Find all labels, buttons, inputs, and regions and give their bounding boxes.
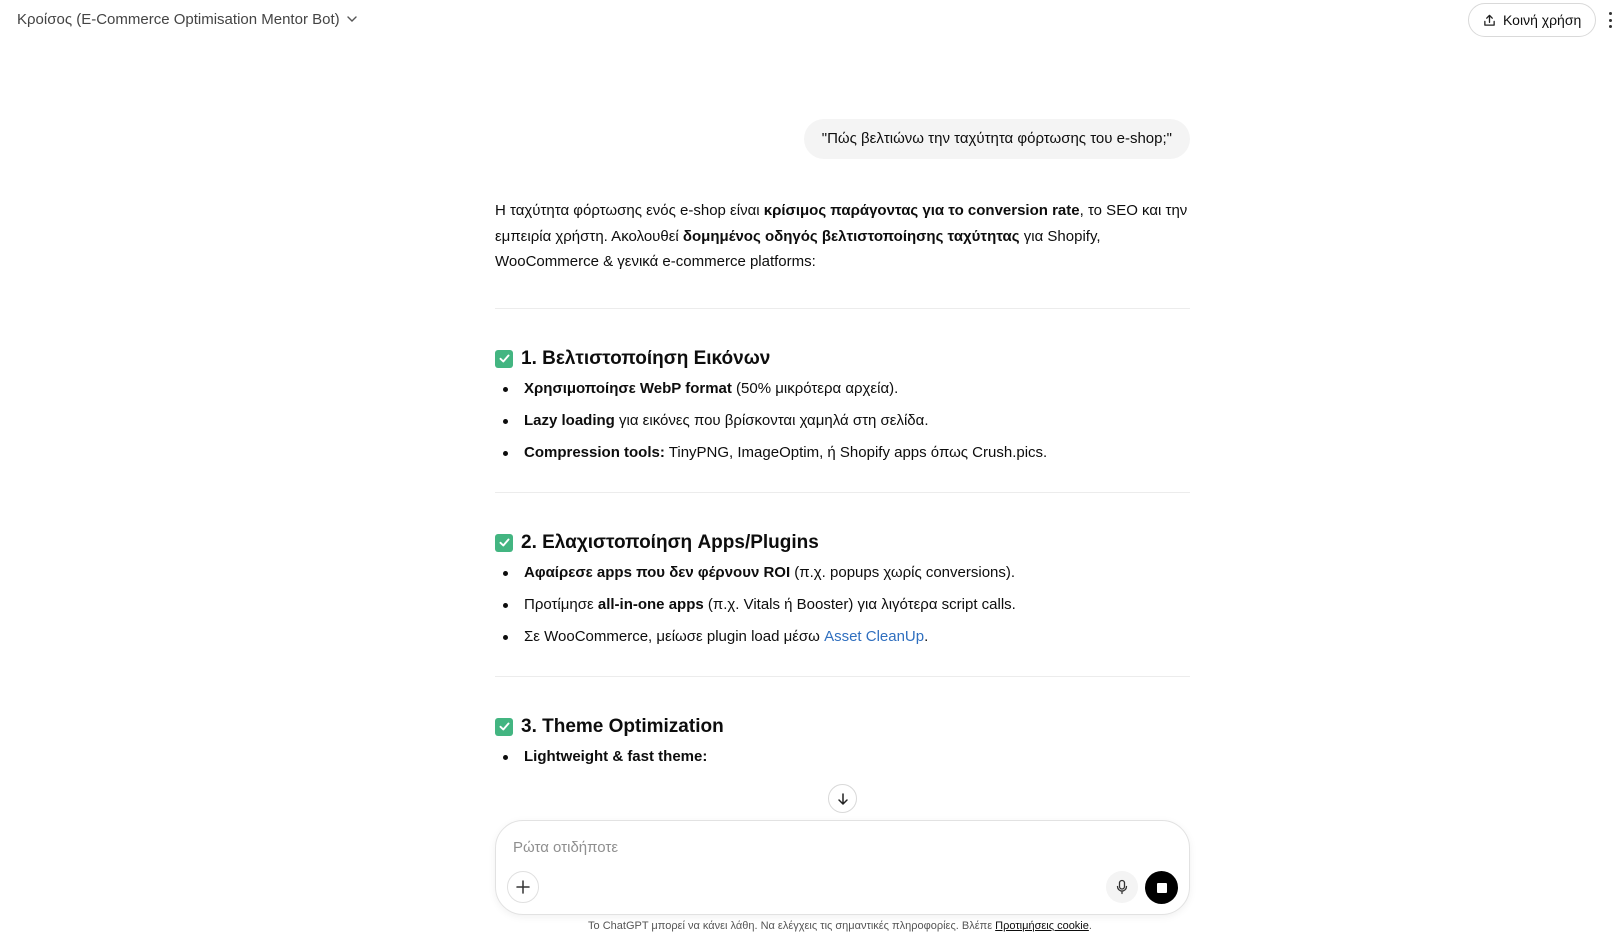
item-text: . — [924, 627, 929, 645]
section-heading — [495, 529, 1190, 557]
intro-text: Η ταχύτητα φόρτωσης ενός e-shop είναι — [495, 202, 764, 219]
share-label: Κοινή χρήση — [1503, 12, 1582, 28]
section-title: 1. Βελτιστοποίηση Εικόνων — [521, 347, 771, 369]
item-text: για εικόνες που βρίσκονται χαμηλά στη σελίδα. — [614, 411, 929, 429]
scroll-to-bottom-button[interactable] — [828, 784, 857, 813]
list-item — [495, 443, 1190, 463]
item-bold-text: Αφαίρεσε apps που δεν φέρνουν ROI — [524, 563, 791, 581]
bullet-list — [495, 747, 1190, 767]
add-attachment-button[interactable] — [507, 871, 539, 903]
list-item — [495, 627, 1190, 647]
item-text: Σε WooCommerce, μείωσε plugin load μέσω — [524, 627, 825, 645]
section-divider — [495, 308, 1190, 309]
section-heading — [495, 345, 1190, 373]
answer-sections — [495, 308, 1190, 767]
intro-bold-text: δομημένος οδηγός βελτιστοποίησης ταχύτητας — [682, 227, 1020, 245]
section-divider — [495, 676, 1190, 677]
item-text: (π.χ. popups χωρίς conversions). — [790, 563, 1016, 581]
share-button[interactable] — [1468, 3, 1596, 37]
plus-icon — [515, 879, 531, 895]
dot-icon — [1609, 12, 1612, 15]
section-title: 3. Theme Optimization — [521, 715, 724, 737]
item-bold-text: Lightweight & fast theme: — [524, 747, 708, 765]
prompt-input[interactable] — [513, 835, 1153, 859]
stop-generating-button[interactable] — [1145, 871, 1178, 904]
intro-bold-text: κρίσιμος παράγοντας για το conversion rate — [763, 202, 1080, 219]
intro-text: για Shopify, WooCommerce & γενικά e-commerce platforms: — [495, 227, 1101, 270]
check-mark-button-icon — [495, 718, 513, 736]
item-bold-text: Lazy loading — [524, 411, 615, 429]
microphone-icon — [1114, 879, 1130, 895]
user-message: "Πώς βελτιώνω την ταχύτητα φόρτωσης του e-shop;" — [804, 119, 1190, 159]
check-mark-button-icon — [495, 350, 513, 368]
stop-icon — [1157, 883, 1167, 893]
model-name: Κροίσος (E-Commerce Optimisation Mentor Bot) — [17, 10, 340, 28]
section-title: 2. Ελαχιστοποίηση Apps/Plugins — [521, 531, 819, 553]
disclaimer-footer — [0, 920, 1619, 932]
more-options-button[interactable] — [1603, 9, 1617, 31]
message-composer — [495, 820, 1190, 915]
list-item — [495, 747, 1190, 767]
list-item — [495, 595, 1190, 615]
list-item — [495, 411, 1190, 431]
section-heading — [495, 713, 1190, 741]
check-mark-button-icon — [495, 534, 513, 552]
list-item — [495, 379, 1190, 399]
assistant-message — [495, 198, 1190, 779]
arrow-down-icon — [836, 792, 850, 806]
bullet-list — [495, 379, 1190, 463]
answer-section — [495, 345, 1190, 463]
item-text: (π.χ. Vitals ή Booster) για λιγότερα script calls. — [703, 595, 1016, 613]
item-text: Προτίμησε — [524, 595, 598, 613]
disclaimer-text: Το ChatGPT μπορεί να κάνει λάθη. Να ελέγχεις τις σημαντικές πληροφορίες. Βλέπε — [588, 920, 996, 932]
dot-icon — [1609, 19, 1612, 22]
item-bold-text: Χρησιμοποίησε WebP format — [524, 379, 732, 397]
list-item — [495, 563, 1190, 583]
bullet-list — [495, 563, 1190, 647]
dot-icon — [1609, 25, 1612, 28]
section-divider — [495, 492, 1190, 493]
answer-section — [495, 529, 1190, 647]
cookie-preferences-link[interactable]: Προτιμήσεις cookie — [995, 920, 1089, 932]
item-text: (50% μικρότερα αρχεία). — [731, 379, 899, 397]
conversation-thread — [495, 0, 1190, 810]
item-bold-text: Compression tools: — [524, 443, 665, 461]
disclaimer-end: . — [1088, 920, 1092, 932]
asset-cleanup-link[interactable]: Asset CleanUp — [824, 627, 925, 645]
answer-intro — [495, 198, 1190, 275]
chevron-down-icon — [346, 13, 358, 25]
model-selector[interactable] — [7, 4, 368, 34]
item-text: TinyPNG, ImageOptim, ή Shopify apps όπως Crush.pics. — [664, 443, 1048, 461]
share-icon — [1483, 14, 1496, 27]
answer-section — [495, 713, 1190, 767]
item-bold-text: all-in-one apps — [597, 595, 704, 613]
intro-text: , το SEO και την εμπειρία χρήστη. Ακολουθεί — [495, 202, 1188, 245]
voice-input-button[interactable] — [1106, 871, 1138, 903]
